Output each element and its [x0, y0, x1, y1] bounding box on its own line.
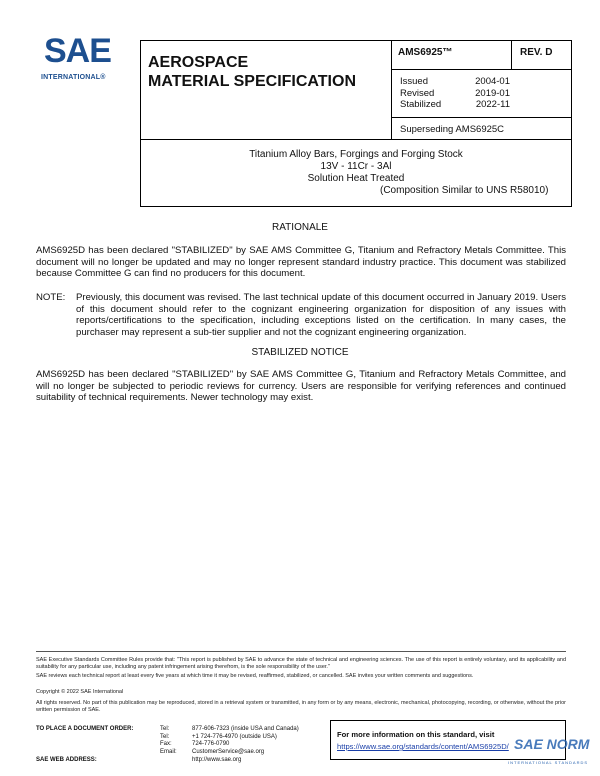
web-address-label: SAE WEB ADDRESS: — [36, 757, 97, 763]
rationale-heading: RATIONALE — [272, 222, 328, 233]
stabilized-text: AMS6925D has been declared "STABILIZED" by SAE AMS Committee G, Titanium and Refractory Metals Committee, and will no longer be subjected to periodic reviews for currency. Users are responsible for verifying references and continued suitability of technical requirements. Newer technology may exist. — [36, 369, 566, 404]
superseding-text: Superseding AMS6925C — [400, 124, 505, 135]
date-row-revised: Revised 2019-01 — [400, 87, 510, 99]
contact-row: Tel: +1 724-776-4970 (outside USA) — [160, 733, 277, 740]
document-type-title — [148, 53, 356, 91]
footer-rights: All rights reserved. No part of this publication may be reproduced, stored in a retrieval system or transmitted, in any form or by any means, electronic, mechanical, photocopying, recording, or otherwise, without the prior written permission of SAE. — [36, 700, 566, 713]
title-line-2: MATERIAL SPECIFICATION — [148, 73, 356, 90]
sae-logo: SAE — [44, 32, 111, 70]
title-line-1: AEROSPACE — [148, 54, 249, 71]
subject-line-2: 13V - 11Cr - 3Al — [320, 161, 392, 172]
watermark-logo: SAE NORM — [514, 736, 590, 752]
subject-line-3: Solution Heat Treated — [307, 173, 405, 184]
footer-divider — [36, 651, 566, 652]
rev-divider — [511, 40, 512, 70]
order-label: TO PLACE A DOCUMENT ORDER: — [36, 726, 134, 732]
stabilized-heading: STABILIZED NOTICE — [251, 347, 349, 358]
header-divider — [391, 40, 392, 140]
subject-line-1: Titanium Alloy Bars, Forgings and Forging Stock — [249, 149, 463, 160]
info-link[interactable]: https://www.sae.org/standards/content/AMS6925D/ — [337, 742, 509, 751]
footer-copyright: Copyright © 2022 SAE International — [36, 689, 124, 695]
info-title: For more information on this standard, visit — [337, 730, 495, 739]
footer-rules: SAE Executive Standards Committee Rules provide that: "This report is published by SAE to advance the state of technical and engineering sciences. The use of this report is entirely voluntary, and its applicability and suitability for any particular use, including any patent infringement arising therefrom, is the sole responsibility of the user." — [36, 657, 566, 670]
contact-row: Fax: 724-776-0790 — [160, 741, 230, 748]
revision-label: REV. D — [520, 47, 553, 58]
sae-logo-subtitle: INTERNATIONAL® — [41, 74, 106, 81]
superseding-divider — [391, 117, 572, 118]
subject-title — [140, 149, 572, 185]
date-table — [400, 76, 510, 111]
contact-row: http://www.sae.org — [192, 756, 242, 763]
contact-row: Tel: 877-606-7323 (inside USA and Canada) — [160, 726, 299, 732]
date-row-issued: Issued 2004-01 — [400, 76, 510, 87]
subject-line-4: (Composition Similar to UNS R58010) — [380, 185, 549, 196]
note-label: NOTE: — [36, 292, 66, 303]
date-row-stabilized: Stabilized 2022-11 — [400, 99, 510, 110]
document-number: AMS6925™ — [398, 47, 453, 58]
watermark-subtitle: INTERNATIONAL STANDARDS — [508, 760, 589, 765]
docnum-underline — [391, 69, 572, 70]
contact-list — [160, 726, 299, 765]
rationale-text: AMS6925D has been declared "STABILIZED" by SAE AMS Committee G, Titanium and Refractory Metals Committee. This document will no longer be updated and may no longer represent standard industry practice. This document was stabilized because Committee G can find no producers for this document. — [36, 245, 566, 280]
contact-row: Email: CustomerService@sae.org — [160, 749, 265, 756]
note-text: Previously, this document was revised. The last technical update of this document occurred in January 2019. Users of this document should refer to the cognizant engineering organization for disposition of any issues with reports/certifications to the specification, including exceptions listed on the certification. In many cases, the purchaser may represent a sub-tier supplier and not the cognizant engineering organization. — [76, 292, 566, 338]
footer-review: SAE reviews each technical report at least every five years at which time it may be revised, reaffirmed, stabilized, or cancelled. SAE invites your written comments and suggestions. — [36, 673, 474, 679]
